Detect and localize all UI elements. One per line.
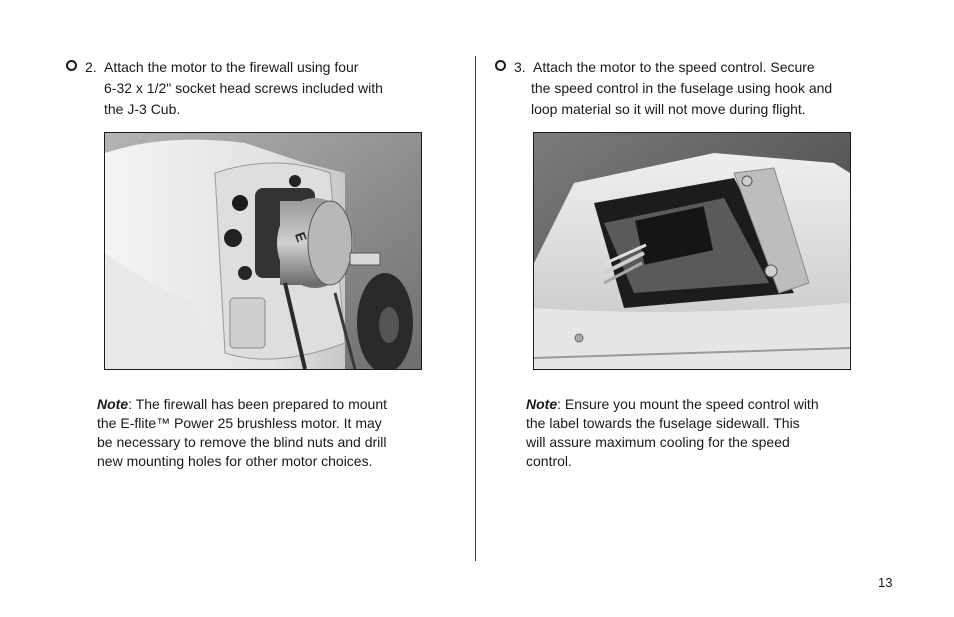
motor-firewall-photo (104, 132, 422, 370)
column-divider (475, 56, 476, 561)
note-label: Note (526, 396, 558, 412)
speed-control-fuselage-photo (533, 132, 851, 370)
note-text-line-2: the label towards the fuselage sidewall. This (526, 415, 800, 431)
step-2-text-line-1: Attach the motor to the firewall using four (104, 59, 359, 75)
step-3-text-line-1: Attach the motor to the speed control. Secure (533, 59, 815, 75)
step-3 (495, 57, 875, 123)
note-text-line-1: : The firewall has been prepared to mount (128, 396, 388, 412)
note-text-line-4: control. (526, 453, 572, 469)
note-text-line-1: : Ensure you mount the speed control with (557, 396, 819, 412)
step-2 (66, 57, 426, 123)
motor-firewall-photo-icon (105, 133, 421, 369)
page-number: 13 (878, 575, 893, 590)
svg-text:E: E (291, 229, 311, 245)
speed-control-fuselage-photo-icon (534, 133, 850, 369)
step-2-note (97, 395, 387, 471)
step-3-text-line-3: loop material so it will not move during flight. (531, 101, 806, 117)
step-3-checkbox-icon[interactable] (495, 60, 506, 71)
step-2-checkbox-icon[interactable] (66, 60, 77, 71)
step-2-text-line-2: 6-32 x 1/2" socket head screws included with (104, 80, 383, 96)
step-3-text-line-2: the speed control in the fuselage using hook and (531, 80, 833, 96)
note-text-line-2: the E-flite™ Power 25 brushless motor. It may (97, 415, 382, 431)
step-3-note (526, 395, 819, 471)
note-text-line-3: be necessary to remove the blind nuts and drill (97, 434, 387, 450)
step-2-text-line-3: the J-3 Cub. (104, 101, 181, 117)
note-label: Note (97, 396, 129, 412)
note-text-line-3: will assure maximum cooling for the speed (526, 434, 790, 450)
step-3-number: 3. (514, 59, 526, 75)
step-2-number: 2. (85, 59, 97, 75)
note-text-line-4: new mounting holes for other motor choices. (97, 453, 373, 469)
